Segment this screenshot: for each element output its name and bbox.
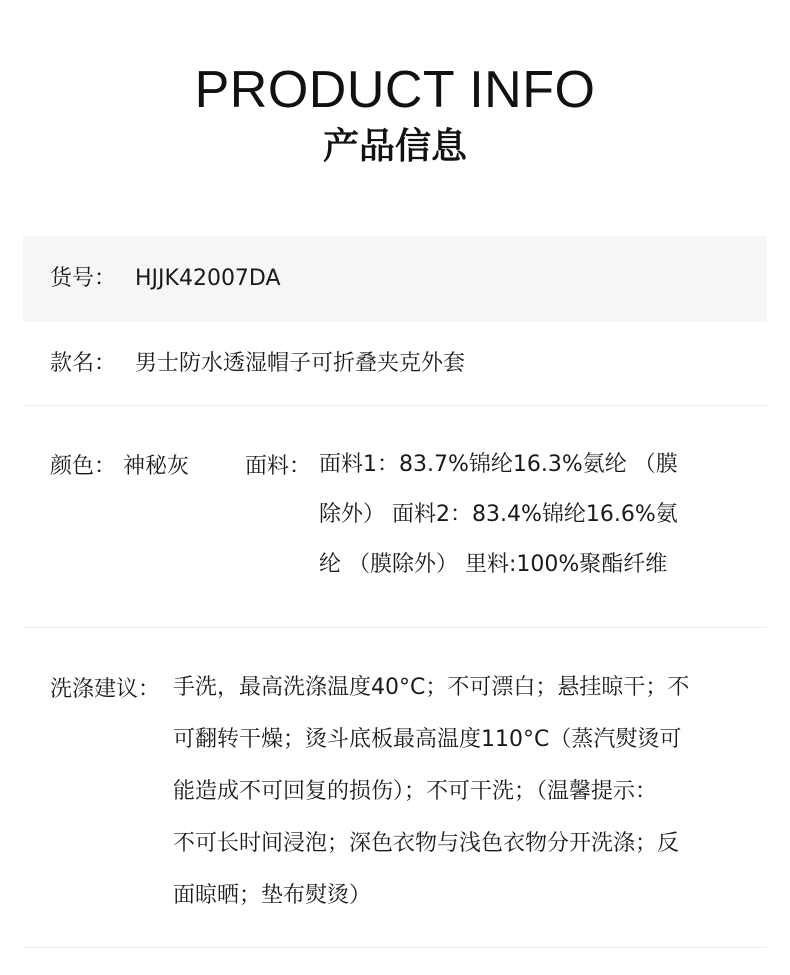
page-title-cn: 产品信息 bbox=[322, 126, 467, 167]
care-row bbox=[23, 628, 767, 948]
name-value: 男士防水透湿帽子可折叠夹克外套 bbox=[135, 351, 466, 376]
care-label: 洗涤建议： bbox=[50, 677, 161, 702]
color-value: 神秘灰 bbox=[123, 454, 190, 479]
sku-value: HJJK42007DA bbox=[135, 266, 281, 291]
fabric-value bbox=[319, 440, 739, 590]
name-row bbox=[23, 322, 767, 406]
fabric-label: 面料： bbox=[245, 454, 312, 479]
color-label: 颜色： bbox=[50, 454, 117, 479]
care-value bbox=[173, 662, 743, 922]
care-line: 可翻转干燥；烫斗底板最高温度110°C（蒸汽熨烫可 bbox=[173, 727, 682, 752]
care-line: 手洗，最高洗涤温度40°C；不可漂白；悬挂晾干；不 bbox=[173, 675, 690, 700]
product-info-panel bbox=[23, 236, 767, 948]
name-label: 款名： bbox=[50, 351, 117, 376]
color-fabric-row bbox=[23, 406, 767, 628]
fabric-line: 纶 （膜除外） 里料:100%聚酯纤维 bbox=[319, 552, 668, 577]
page-header bbox=[0, 58, 790, 170]
fabric-line: 面料1：83.7%锦纶16.3%氨纶 （膜 bbox=[319, 452, 678, 477]
page-title-en: PRODUCT INFO bbox=[194, 61, 596, 119]
care-line: 能造成不可回复的损伤）；不可干洗；（温馨提示： bbox=[173, 779, 658, 804]
care-line: 面晾晒；垫布熨烫） bbox=[173, 883, 372, 908]
sku-row bbox=[23, 236, 767, 322]
fabric-line: 除外） 面料2：83.4%锦纶16.6%氨 bbox=[319, 502, 678, 527]
care-line: 不可长时间浸泡；深色衣物与浅色衣物分开洗涤；反 bbox=[173, 831, 680, 856]
sku-label: 货号： bbox=[50, 266, 117, 291]
